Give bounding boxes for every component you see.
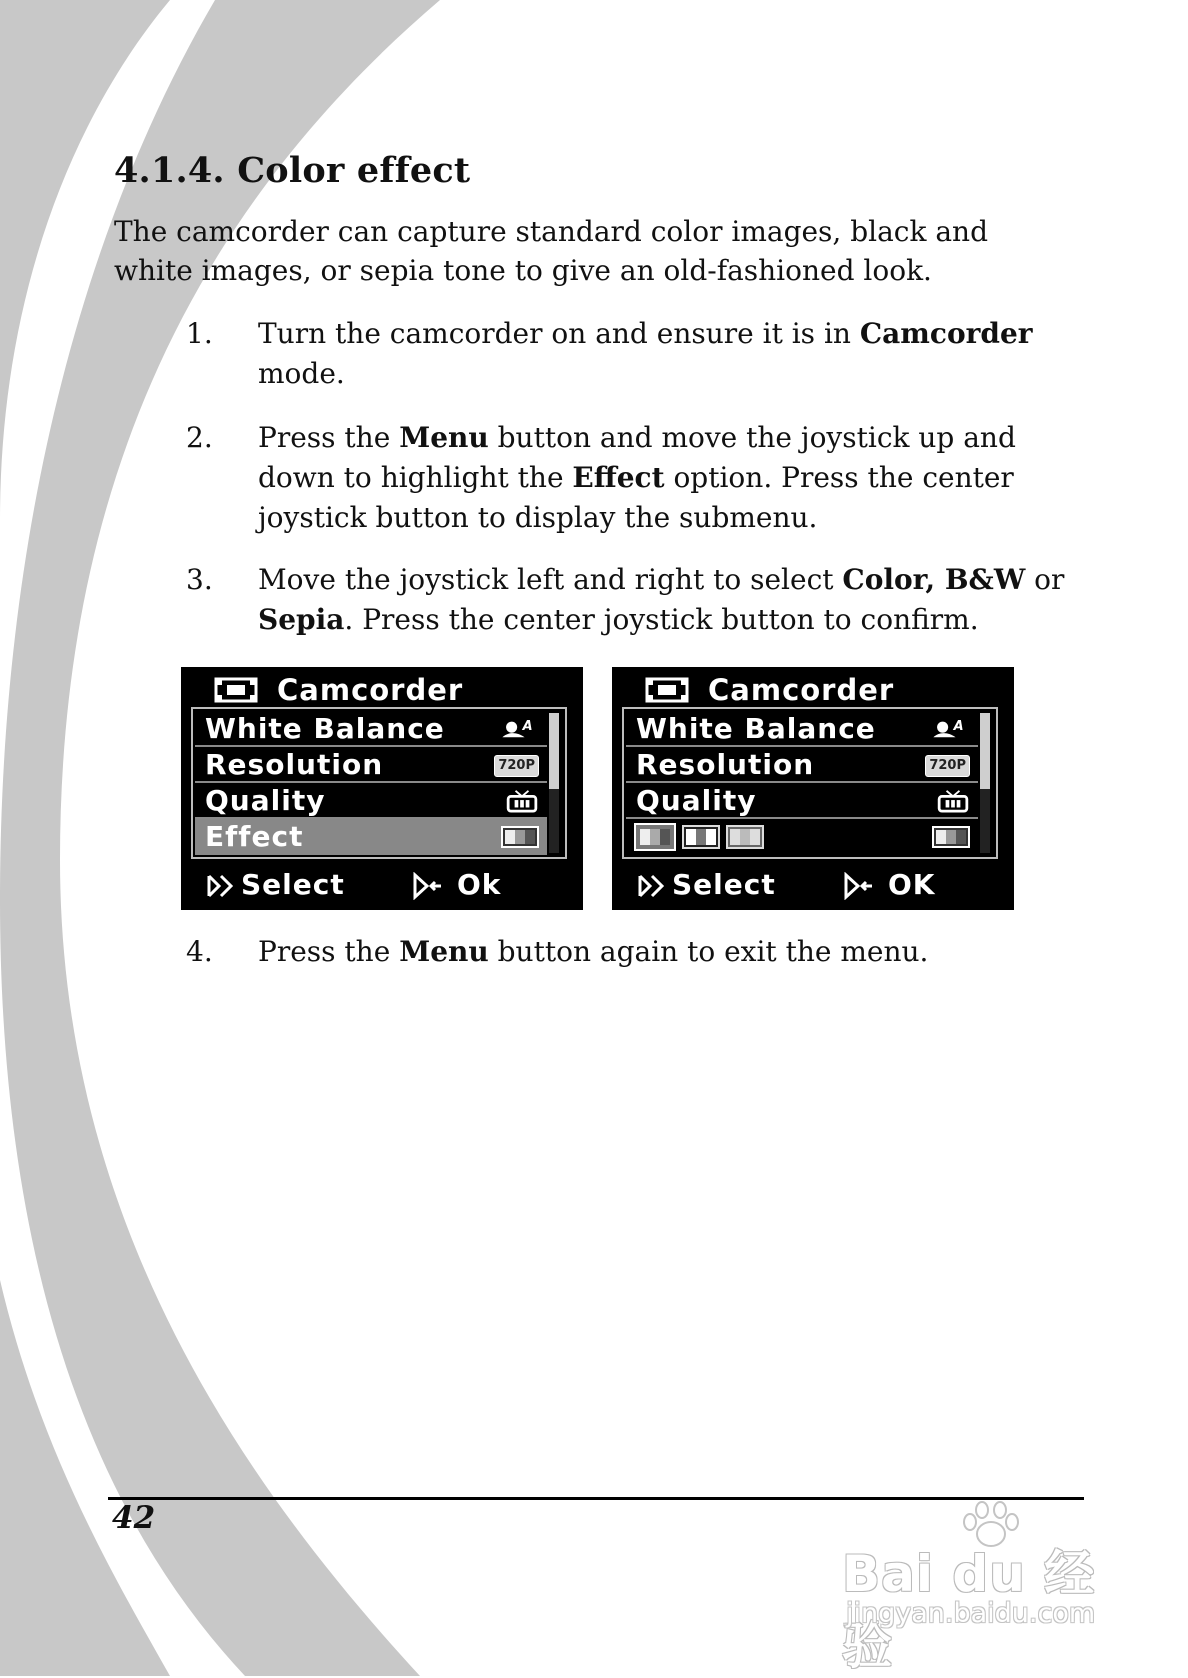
footer-ok-hint: Ok xyxy=(411,865,501,905)
step-text: Press the Menu button again to exit the menu. xyxy=(258,935,929,968)
screen-footer xyxy=(612,865,1014,905)
camcorder-icon xyxy=(644,676,690,704)
step-text: Press the Menu button and move the joystick up and down to highlight the Effect option. Press the center joystick button to display the submenu. xyxy=(258,421,1016,534)
intro-paragraph: The camcorder can capture standard color images, black and white images, or sepia tone to give an old-fashioned look. xyxy=(114,215,989,287)
menu-item-resolution[interactable]: Resolution 720P xyxy=(195,747,547,783)
screen-title: Camcorder xyxy=(277,673,464,707)
resolution-720p-badge: 720P xyxy=(494,754,539,778)
step-number: 1. xyxy=(186,317,213,350)
screen-title: Camcorder xyxy=(708,673,895,707)
effect-icon xyxy=(932,825,970,849)
effect-option-bw[interactable] xyxy=(682,825,720,849)
menu-item-white-balance[interactable]: White Balance A xyxy=(626,711,978,747)
resolution-720p-badge: 720P xyxy=(925,754,970,778)
svg-text:A: A xyxy=(953,718,964,734)
screen-header xyxy=(612,669,1014,707)
effect-icon xyxy=(501,825,539,849)
effect-submenu xyxy=(626,819,978,855)
effect-option-color[interactable] xyxy=(634,823,676,851)
quality-icon xyxy=(936,789,970,813)
camcorder-menu-screen-2 xyxy=(612,667,1014,910)
screen-header xyxy=(181,669,583,707)
select-arrows-icon xyxy=(205,872,235,900)
watermark-url: jingyan.baidu.com xyxy=(846,1598,1096,1629)
menu-list xyxy=(622,707,998,859)
watermark-brand: Bai du 经验 xyxy=(842,1545,1096,1675)
ok-arrow-icon xyxy=(411,872,451,900)
footer-select-hint: Select xyxy=(205,865,345,905)
step-text: Move the joystick left and right to select Color, B&W or Sepia. Press the center joystick button to confirm. xyxy=(258,563,1065,636)
effect-option-sepia[interactable] xyxy=(726,825,764,849)
menu-item-resolution[interactable]: Resolution 720P xyxy=(626,747,978,783)
menu-scrollbar[interactable] xyxy=(549,713,559,853)
quality-icon xyxy=(505,789,539,813)
menu-item-quality[interactable]: Quality xyxy=(626,783,978,819)
camcorder-icon xyxy=(213,676,259,704)
screen-footer xyxy=(181,865,583,905)
white-balance-auto-icon xyxy=(499,717,539,741)
page-number: 42 xyxy=(112,1500,156,1536)
baidu-watermark xyxy=(838,1500,1128,1675)
menu-scrollbar[interactable] xyxy=(980,713,990,853)
section-title: Color effect xyxy=(237,150,471,191)
scrollbar-thumb[interactable] xyxy=(980,713,990,789)
select-arrows-icon xyxy=(636,872,666,900)
step-text: Turn the camcorder on and ensure it is in Camcorder mode. xyxy=(258,317,1033,390)
menu-item-white-balance[interactable]: White Balance A xyxy=(195,711,547,747)
step-number: 2. xyxy=(186,421,213,454)
step-number: 4. xyxy=(186,935,213,968)
menu-item-effect[interactable]: Effect xyxy=(195,819,547,855)
section-heading xyxy=(114,150,470,191)
scrollbar-thumb[interactable] xyxy=(549,713,559,789)
footer-ok-hint: OK xyxy=(842,865,936,905)
camcorder-menu-screen-1 xyxy=(181,667,583,910)
ok-arrow-icon xyxy=(842,872,882,900)
menu-item-quality[interactable]: Quality xyxy=(195,783,547,819)
svg-text:A: A xyxy=(522,718,533,734)
step-number: 3. xyxy=(186,563,213,596)
footer-select-hint: Select xyxy=(636,865,776,905)
section-number: 4.1.4. xyxy=(114,150,225,191)
white-balance-auto-icon xyxy=(930,717,970,741)
menu-list xyxy=(191,707,567,859)
